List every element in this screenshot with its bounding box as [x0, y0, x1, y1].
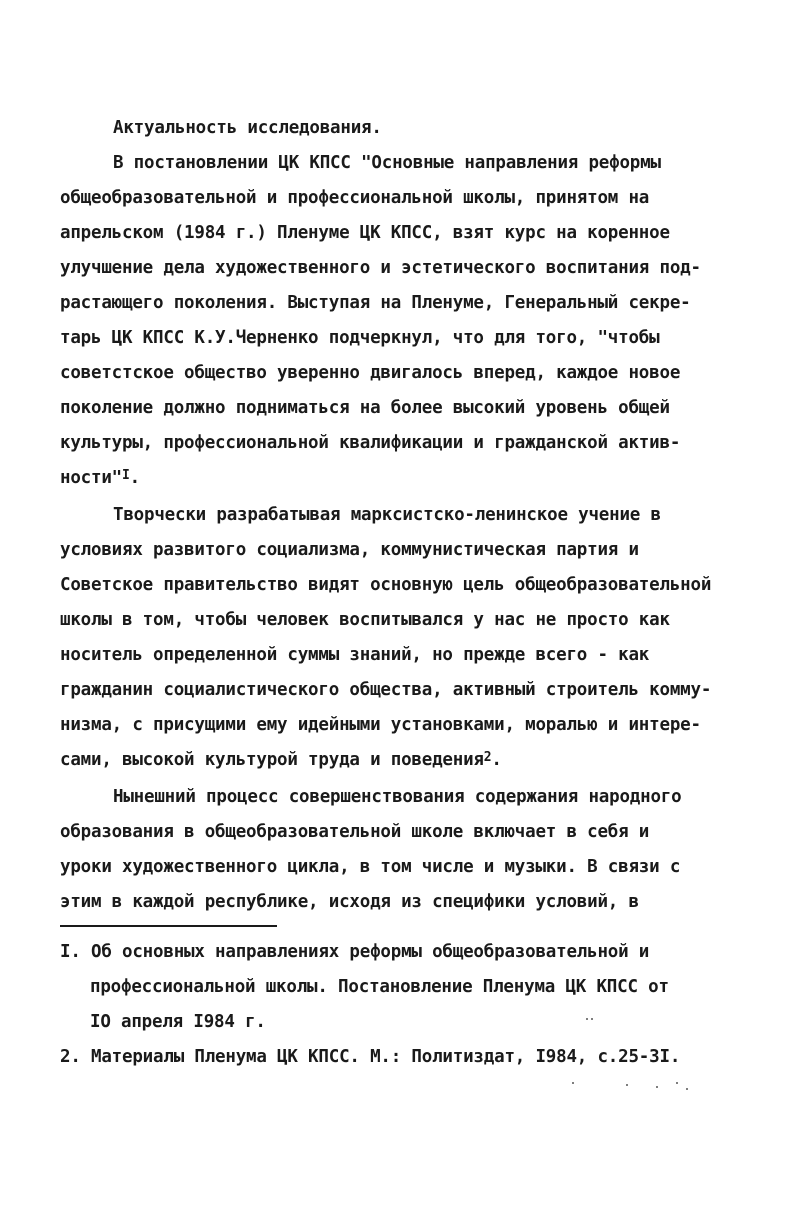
- scan-speck: [572, 1082, 574, 1084]
- scan-speck: [586, 1018, 588, 1020]
- paragraph-1-line: улучшение дела художественного и эстетического воспитания под-: [60, 258, 701, 278]
- paragraph-2-line: Творчески разрабатывая марксистско-ленинское учение в: [113, 505, 661, 525]
- paragraph-1-line: советстское общество уверенно двигалось вперед, каждое новое: [60, 363, 681, 383]
- section-heading: Актуальность исследования.: [113, 118, 382, 138]
- paragraph-1-line: поколение должно подниматься на более высокий уровень общей: [60, 398, 670, 418]
- paragraph-1-end: .: [129, 468, 140, 488]
- scan-speck: [591, 1018, 593, 1020]
- footnote-ref-2: 2: [483, 750, 492, 765]
- paragraph-1-line: тарь ЦК КПСС К.У.Черненко подчеркнул, что для того, "чтобы: [60, 328, 660, 348]
- scan-speck: [626, 1084, 628, 1086]
- paragraph-1-line: ности": [60, 468, 123, 488]
- paragraph-3-line: этим в каждой республике, исходя из специфики условий, в: [60, 892, 639, 912]
- footnote-1-line: I. Об основных направлениях реформы общеобразовательной и: [60, 942, 650, 962]
- footnote-2-line: 2. Материалы Пленума ЦК КПСС. М.: Политиздат, I984, с.25-3I.: [60, 1047, 681, 1067]
- paragraph-2-line: школы в том, чтобы человек воспитывался у нас не просто как: [60, 610, 670, 630]
- scan-speck: [656, 1086, 658, 1088]
- paragraph-2-last-line: [60, 749, 502, 773]
- paragraph-1-line: культуры, профессиональной квалификации и гражданской актив-: [60, 433, 681, 453]
- footnote-ref-1: I: [122, 468, 130, 483]
- paragraph-1-line: апрельском (1984 г.) Пленуме ЦК КПСС, взят курс на коренное: [60, 223, 670, 243]
- paragraph-3-line: уроки художественного цикла, в том числе и музыки. В связи с: [60, 857, 681, 877]
- footnote-1-line: IO апреля I984 г.: [90, 1012, 266, 1032]
- footnote-separator: [60, 925, 277, 927]
- scan-speck: [676, 1082, 678, 1084]
- paragraph-1-line: В постановлении ЦК КПСС "Основные направления реформы: [113, 153, 661, 173]
- paragraph-1-line: общеобразовательной и профессиональной школы, принятом на: [60, 188, 650, 208]
- paragraph-2-line: низма, с присущими ему идейными установками, моралью и интере-: [60, 715, 701, 735]
- paragraph-2-line: носитель определенной суммы знаний, но прежде всего - как: [60, 645, 650, 665]
- paragraph-1-last-line: [60, 467, 140, 491]
- scan-speck: [686, 1088, 688, 1090]
- paragraph-2-line: Советское правительство видят основную цель общеобразовательной: [60, 575, 712, 595]
- paragraph-2-line: гражданин социалистического общества, активный строитель комму-: [60, 680, 712, 700]
- paragraph-2-end: .: [491, 750, 502, 770]
- paragraph-3-line: образования в общеобразовательной школе включает в себя и: [60, 822, 650, 842]
- paragraph-2-line: условиях развитого социализма, коммунистическая партия и: [60, 540, 639, 560]
- paragraph-3-line: Нынешний процесс совершенствования содержания народного: [113, 787, 682, 807]
- paragraph-1-line: растающего поколения. Выступая на Пленуме, Генеральный секре-: [60, 293, 691, 313]
- footnote-1-line: профессиональной школы. Постановление Пленума ЦК КПСС от: [90, 977, 669, 997]
- paragraph-2-line: сами, высокой культурой труда и поведения: [60, 750, 484, 770]
